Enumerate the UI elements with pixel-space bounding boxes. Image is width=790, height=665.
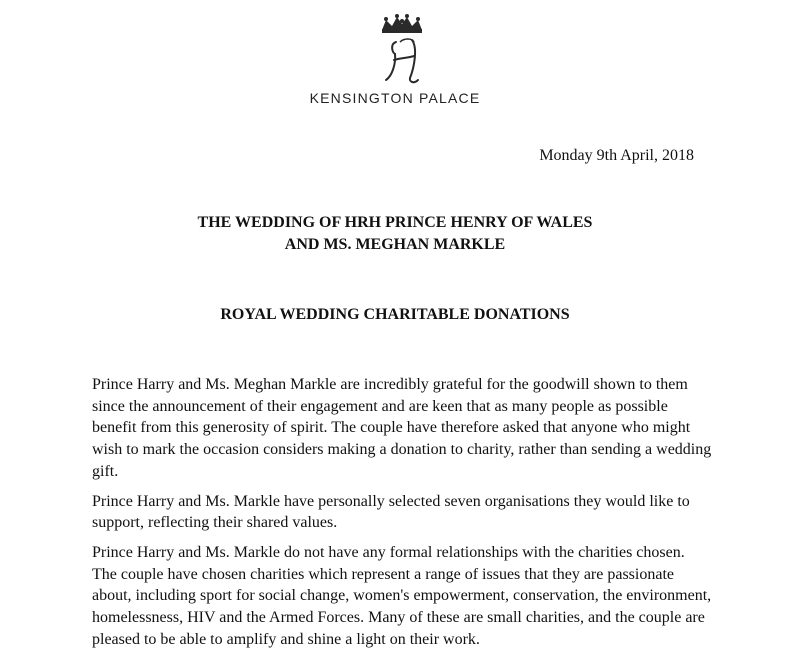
letter-date: Monday 9th April, 2018 [539,147,694,164]
crown-monogram-icon [374,12,430,88]
letter-body [92,374,712,658]
heading-line-1: THE WEDDING OF HRH PRINCE HENRY OF WALES [197,214,593,231]
paragraph: Prince Harry and Ms. Markle have personally selected seven organisations they would like to support, reflecting their shared values. [92,492,690,532]
heading-line-2: AND MS. MEGHAN MARKLE [284,236,506,253]
organisation-name: KENSINGTON PALACE [309,90,481,106]
paragraph: Prince Harry and Ms. Markle do not have any formal relationships with the charities chosen. The couple have chosen charities which represent a range of issues that they are passionate about, including sport for social change, women's empowerment, conservation, the environment, homelessness, HIV and the Armed Forces. Many of these are small charities, and the couple are pleased to be able to amplify and shine a light on their work. [92,543,712,648]
kensington-palace-crest [374,12,430,88]
subheading: ROYAL WEDDING CHARITABLE DONATIONS [220,306,570,323]
paragraph: Prince Harry and Ms. Meghan Markle are incredibly grateful for the goodwill shown to them since the announcement of their engagement and are keen that as many people as possible benefit from this generosity of spirit. The couple have therefore asked that anyone who might wish to mark the occasion considers making a donation to charity, rather than sending a wedding gift. [92,376,712,480]
